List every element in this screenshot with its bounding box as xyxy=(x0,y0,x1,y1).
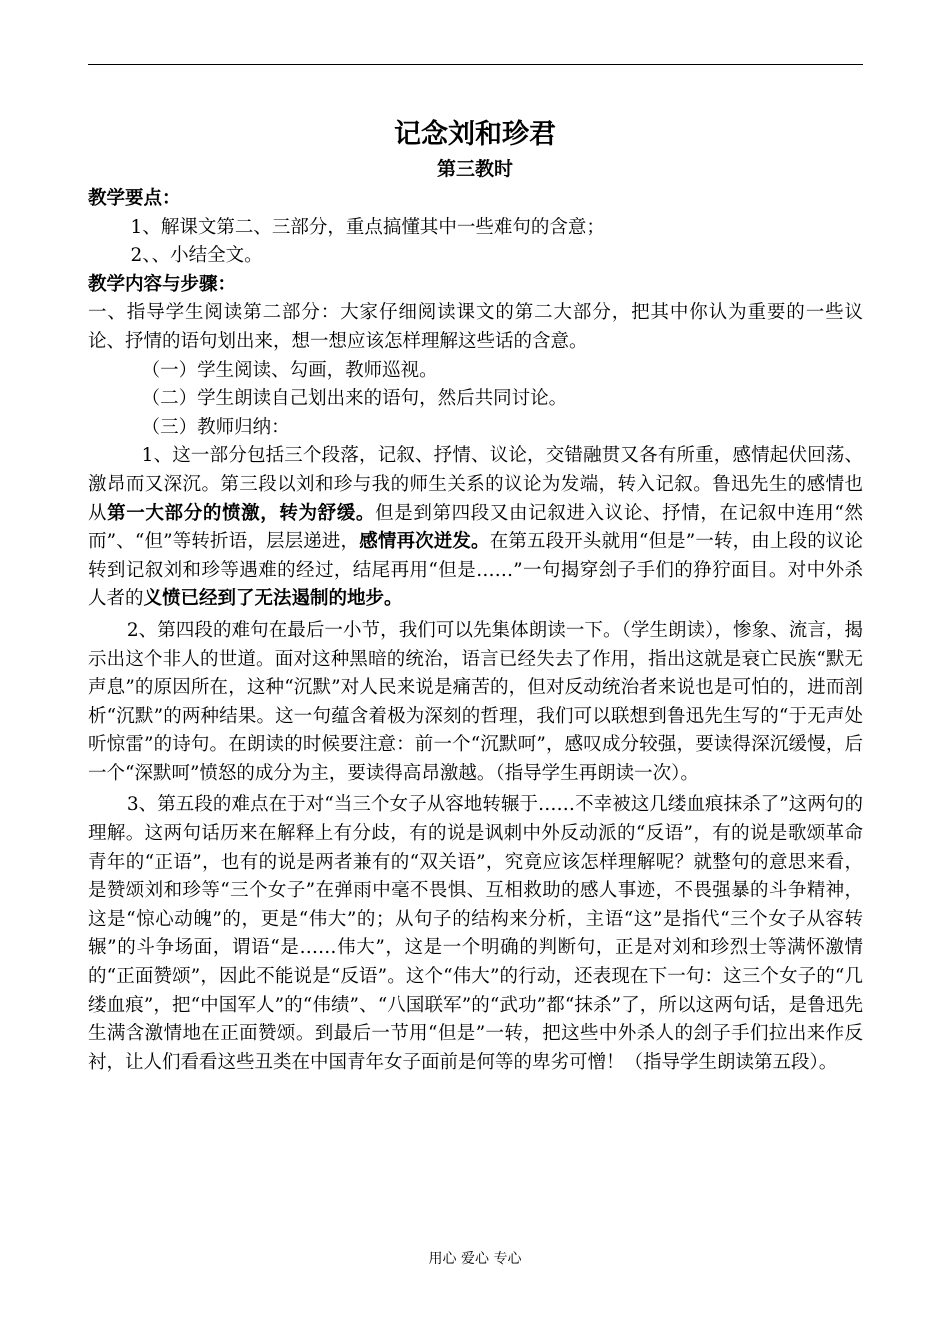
key-points-heading: 教学要点： xyxy=(88,188,181,209)
point-2-paragraph: 2、第四段的难句在最后一小节，我们可以先集体朗读一下。（学生朗读），惨象、流言，揭示出这个非人的世道。面对这种黑暗的统治，语言已经失去了作用，指出这就是衰亡民族“默无声息”的原因所在，这种“沉默”对人民来说是痛苦的，但对反动统治者来说也是可怕的，进而剖析“沉默”的两种结果。这一句蕴含着极为深刻的哲理，我们可以联想到鲁迅先生写的“于无声处听惊雷”的诗句。在朗读的时候要注意：前一个“沉默呵”，感叹成分较强，要读得深沉缓慢，后一个“深默呵”愤怒的成分为主，要读得高昂激越。（指导学生再朗读一次）。 xyxy=(88,619,863,784)
header-rule xyxy=(88,64,863,65)
point-1-emphasis: 第一大部分的愤激，转为舒缓。 xyxy=(107,502,376,524)
page-subtitle: 第三教时 xyxy=(436,158,513,180)
point-3-paragraph: 3、第五段的难点在于对“当三个女子从容地转辗于……不幸被这几缕血痕抹杀了”这两句的理解。这两句话历来在解释上有分歧，有的说是讽刺中外反动派的“反语”，有的说是歌颂革命青年的“正语”，也有的说是两者兼有的“双关语”，究竟应该怎样理解呢？就整句的意思来看，是赞颂刘和珍等“三个女子”在弹雨中毫不畏惧、互相救助的感人事迹，不畏强暴的斗争精神，这是“惊心动魄”的，更是“伟大”的；从句子的结构来分析，主语“这”是指代“三个女子从容转辗”的斗争场面，谓语“是……伟大”，这是一个明确的判断句，正是对刘和珍烈士等满怀激情的“正面赞颂”，因此不能说是“反语”。这个“伟大”的行动，还表现在下一句：这三个女子的“几缕血痕”，把“中国军人”的“伟绩”、“八国联军”的“武功”都“抹杀”了，所以这两句话，是鲁迅先生满含激情地在正面赞颂。到最后一节用“但是”一转，把这些中外杀人的刽子手们拉出来作反衬，让人们看看这些丑类在中国青年女子面前是何等的卑劣可憎！（指导学生朗读第五段）。 xyxy=(88,794,863,1073)
steps-intro: 一、指导学生阅读第二部分：大家仔细阅读课文的第二大部分，把其中你认为重要的一些议论、抒情的语句划出来，想一想应该怎样理解这些话的含意。 xyxy=(88,302,863,352)
point-1-emphasis: 感情再次迸发。 xyxy=(359,531,490,553)
sub-item: （一）学生阅读、勾画，教师巡视。 xyxy=(141,359,438,381)
page-footer: 用心 爱心 专心 xyxy=(428,1251,522,1267)
key-point-item: 2、、小结全文。 xyxy=(130,245,263,267)
key-point-item: 1、解课文第二、三部分，重点搞懂其中一些难句的含意； xyxy=(130,216,605,238)
point-1-text: 1、这一部分包括三个段落，记叙、抒情、议论，交错融贯又各有所重，感情起伏回荡、激昂而又深沉。第三段以刘和珍与我的师生关系的议论为发端，转入记叙。鲁迅先生的感情也从 xyxy=(88,445,863,524)
point-1-text: 但是到第四段又由记叙进入议论、抒情，在记叙中连用“然而”、“但”等转折语，层层递进， xyxy=(88,502,863,553)
sub-item: （二）学生朗读自己划出来的语句，然后共同讨论。 xyxy=(141,388,568,410)
point-1-paragraph xyxy=(88,442,863,614)
point-1-emphasis: 义愤已经到了无法遏制的地步。 xyxy=(143,588,403,610)
document-body xyxy=(88,185,863,1077)
steps-heading: 教学内容与步骤： xyxy=(88,273,237,295)
sub-item: （三）教师归纳： xyxy=(141,416,290,438)
point-1-text: 在第五段开头就用“但是”一转，由上段的议论转到记叙刘和珍等遇难的经过，结尾再用“但是……”一句揭穿刽子手们的狰狞面目。对中外杀人者的 xyxy=(88,531,863,610)
page-title: 记念刘和珍君 xyxy=(394,119,556,150)
